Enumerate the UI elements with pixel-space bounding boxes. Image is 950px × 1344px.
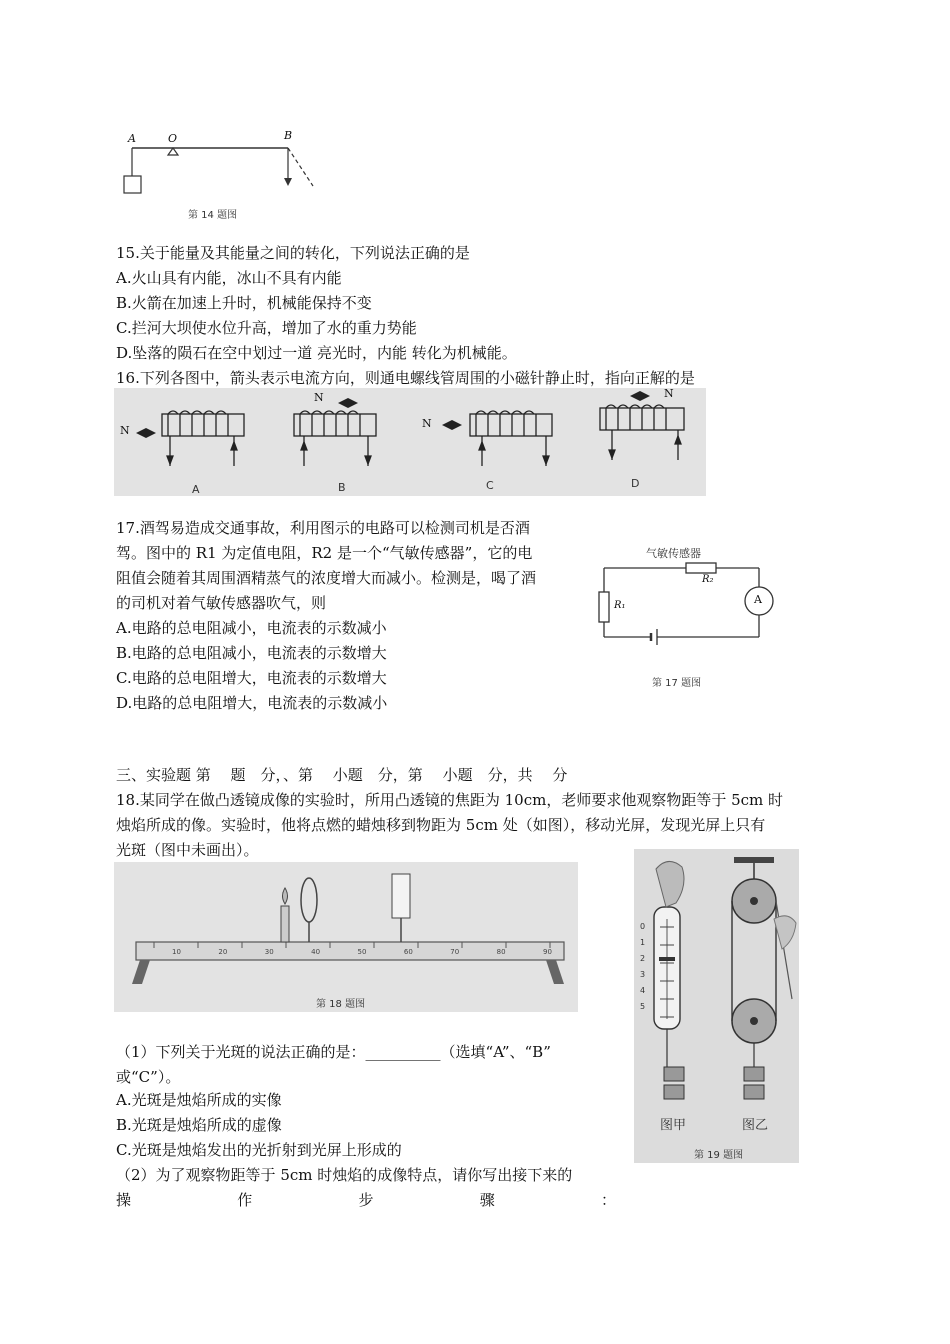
optical-bench-drawing <box>114 862 578 1012</box>
q18-stem-line-2: 烛焰所成的像。实验时，他将点燃的蜡烛移到物距为 5cm 处（如图），移动光屏，发现光屏上只有 <box>116 816 766 834</box>
needle-d-n-label: N <box>664 387 674 400</box>
scale-tick: 5 <box>640 1002 646 1011</box>
scale-tick: 1 <box>640 938 646 947</box>
figure-18-caption: 第 18 题图 <box>316 999 366 1010</box>
q18-part2-line-1: （2）为了观察物距等于 5cm 时烛焰的成像特点，请你写出接下来的 <box>116 1166 573 1184</box>
ruler-tick-labels <box>172 948 552 956</box>
q17-stem-line-1: 17.酒驾易造成交通事故，利用图示的电路可以检测司机是否酒 <box>116 519 530 537</box>
ruler-tick: 50 <box>357 948 367 956</box>
q15-option-c: C.拦河大坝使水位升高，增加了水的重力势能 <box>116 319 417 337</box>
q15-option-b: B.火箭在加速上升时，机械能保持不变 <box>116 294 372 312</box>
point-b-label: B <box>284 129 293 142</box>
scale-tick: 0 <box>640 922 646 931</box>
q17-option-d: D.电路的总电阻增大，电流表的示数减小 <box>116 694 388 712</box>
q17-option-c: C.电路的总电阻增大，电流表的示数增大 <box>116 669 387 687</box>
q18-part1-line-1: （1）下列关于光斑的说法正确的是：__________（选填“A”、“B” <box>116 1043 551 1061</box>
circuit-diagram <box>594 540 794 692</box>
section-3-header: 三、实验题 第 题 分，、第 小题 分，第 小题 分，共 分 <box>116 766 568 784</box>
needle-b-n-label: N <box>314 391 324 404</box>
figure-yi-label: 图乙 <box>742 1118 769 1133</box>
ruler-tick: 80 <box>496 948 506 956</box>
scale-tick: 4 <box>640 986 646 995</box>
figure-14-caption: 第 14 题图 <box>188 210 238 221</box>
scale-tick: 2 <box>640 954 646 963</box>
r2-label: R₂ <box>702 574 714 585</box>
sensor-label: 气敏传感器 <box>646 547 701 560</box>
q17-option-a: A.电路的总电阻减小，电流表的示数减小 <box>116 619 387 637</box>
r1-label: R₁ <box>614 600 626 611</box>
q15-option-a: A.火山具有内能，冰山不具有内能 <box>116 269 342 287</box>
figure-14 <box>116 128 326 223</box>
q16-figure <box>114 388 706 496</box>
q15-option-d: D.坠落的陨石在空中划过一道 亮光时，内能 转化为机械能。 <box>116 344 517 362</box>
figure-letter-b: B <box>338 481 346 494</box>
q18-part2-line-2 <box>116 1188 616 1213</box>
figure-letter-d: D <box>631 477 640 490</box>
figure-19-pulleys <box>634 849 799 1163</box>
ruler-tick: 40 <box>311 948 321 956</box>
q18-part1-option-b: B.光斑是烛焰所成的虚像 <box>116 1116 282 1134</box>
part2-char: 操 <box>116 1191 132 1209</box>
part2-char: 骤 <box>479 1191 495 1209</box>
figure-letter-a: A <box>192 483 200 496</box>
pulley-drawing <box>634 849 799 1163</box>
q18-stem-line-3: 光斑（图中未画出）。 <box>116 841 259 859</box>
ruler-tick: 30 <box>264 948 274 956</box>
needle-c-n-label: N <box>422 417 432 430</box>
ruler-tick: 90 <box>543 948 552 956</box>
q18-part1-line-2: 或“C”）。 <box>116 1068 181 1086</box>
part2-char: 作 <box>237 1191 253 1209</box>
figure-letter-c: C <box>486 479 494 492</box>
q18-stem-line-1: 18.某同学在做凸透镜成像的实验时，所用凸透镜的焦距为 10cm，老师要求他观察物距等于 5cm 时 <box>116 791 784 809</box>
q17-stem-line-4: 的司机对着气敏传感器吹气，则 <box>116 594 327 612</box>
q18-part1-option-c: C.光斑是烛焰发出的光折射到光屏上形成的 <box>116 1141 402 1159</box>
part2-char: 步 <box>358 1191 374 1209</box>
point-o-label: O <box>168 132 178 145</box>
ruler-tick: 20 <box>218 948 228 956</box>
figure-19-caption: 第 19 题图 <box>694 1150 744 1161</box>
ruler-tick: 70 <box>450 948 460 956</box>
q16-stem: 16.下列各图中，箭头表示电流方向，则通电螺线管周围的小磁针静止时，指向正解的是 <box>116 369 695 387</box>
figure-17-circuit <box>594 540 794 692</box>
ruler-tick: 10 <box>172 948 181 956</box>
q18-part1-option-a: A.光斑是烛焰所成的实像 <box>116 1091 282 1109</box>
q15-stem: 15.关于能量及其能量之间的转化，下列说法正确的是 <box>116 244 470 262</box>
point-a-label: A <box>128 132 136 145</box>
scale-tick-labels <box>640 922 645 1011</box>
needle-a-n-label: N <box>120 424 130 437</box>
solenoid-diagrams <box>114 388 706 496</box>
part2-char: ： <box>600 1191 616 1209</box>
figure-18-optical-bench <box>114 862 578 1012</box>
ammeter-label: A <box>754 593 762 606</box>
ruler-tick: 60 <box>403 948 413 956</box>
scale-tick: 3 <box>640 970 646 979</box>
q17-stem-line-2: 驾。图中的 R1 为定值电阻，R2 是一个“气敏传感器”，它的电 <box>116 544 533 562</box>
figure-17-caption: 第 17 题图 <box>652 678 702 689</box>
figure-jia-label: 图甲 <box>660 1118 687 1133</box>
q17-stem-line-3: 阻值会随着其周围酒精蒸气的浓度增大而减小。检测是，喝了酒 <box>116 569 537 587</box>
q17-option-b: B.电路的总电阻减小，电流表的示数增大 <box>116 644 387 662</box>
